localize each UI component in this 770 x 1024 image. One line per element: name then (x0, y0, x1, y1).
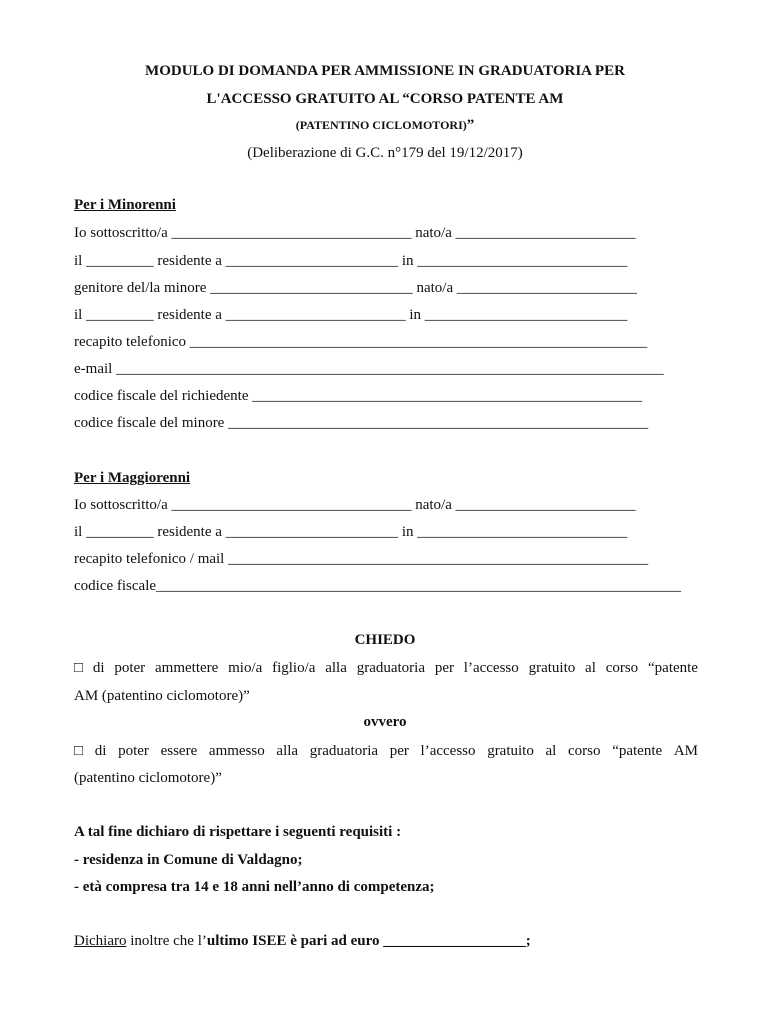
maggiorenni-sottoscritto-field[interactable]: Io sottoscritto/a ________________________________ nato/a ________________________ (74, 497, 636, 513)
isee-declaration (74, 934, 531, 949)
option-2-word: al (545, 743, 557, 759)
maggiorenni-residenza-field[interactable]: il _________ residente a _______________________ in ____________________________ (74, 524, 628, 540)
option-1-word: corso (605, 660, 639, 676)
minorenni-cf-minore-field[interactable]: codice fiscale del minore ________________________________________________________ (74, 415, 649, 431)
deliberation-note: (Deliberazione di G.C. n°179 del 19/12/2017) (247, 145, 523, 161)
maggiorenni-recapito-field[interactable]: recapito telefonico / mail ________________________________________________________ (74, 551, 649, 567)
requirement-residenza: - residenza in Comune di Valdagno; (74, 852, 303, 868)
requirement-eta: - età compresa tra 14 e 18 anni nell’anno di competenza; (74, 879, 435, 895)
option-1-word: poter (114, 660, 146, 676)
inoltre-text: inoltre che l’ (126, 933, 207, 949)
option-2-word: l’accesso (420, 743, 476, 759)
option-1-word: alla (325, 660, 347, 676)
title-line-3-text: (PATENTINO CICLOMOTORI) (295, 118, 467, 132)
option-1-line-2: AM (patentino ciclomotore)” (74, 688, 250, 704)
option-1-word: al (585, 660, 596, 676)
minorenni-cf-richiedente-field[interactable]: codice fiscale del richiedente ____________________________________________________ (74, 388, 643, 404)
isee-amount-field[interactable]: ultimo ISEE è pari ad euro ___________________; (206, 933, 531, 949)
option-2-checkbox[interactable]: □ (74, 743, 84, 759)
minorenni-heading: Per i Minorenni (74, 197, 176, 213)
minorenni-residenza-field[interactable]: il _________ residente a _______________________ in ____________________________ (74, 253, 628, 269)
title-line-3-quote: ” (466, 117, 475, 133)
option-1-word: di (92, 660, 105, 676)
option-2-line-2: (patentino ciclomotore)” (74, 770, 222, 786)
option-1-word: “patente (648, 660, 698, 676)
option-1-word: per (434, 660, 454, 676)
minorenni-sottoscritto-field[interactable]: Io sottoscritto/a ________________________________ nato/a ________________________ (74, 225, 636, 241)
option-2-word: poter (118, 743, 149, 759)
option-1-checkbox[interactable]: □ (74, 660, 84, 676)
option-1-word: graduatoria (356, 660, 426, 676)
option-2-word: ammesso (208, 743, 265, 759)
dichiaro-label: Dichiaro (74, 933, 127, 949)
option-2-word: di (94, 743, 107, 759)
title-line-3 (0, 118, 770, 133)
chiedo-heading: CHIEDO (354, 632, 416, 648)
option-2-word: graduatoria (309, 743, 379, 759)
requirements-intro: A tal fine dichiaro di rispettare i seguenti requisiti : (74, 824, 402, 840)
minorenni-email-field[interactable]: e-mail _________________________________________________________________________ (74, 361, 664, 377)
minorenni-residenza-minore-field[interactable]: il _________ residente a ________________________ in ___________________________ (74, 307, 628, 323)
option-2-word: gratuito (487, 743, 534, 759)
minorenni-genitore-field[interactable]: genitore del/la minore ___________________________ nato/a ________________________ (74, 280, 637, 296)
option-2-word: corso (568, 743, 601, 759)
minorenni-telefono-field[interactable]: recapito telefonico _____________________________________________________________ (74, 334, 648, 350)
option-1-word: l’accesso (463, 660, 519, 676)
maggiorenni-cf-field[interactable]: codice fiscale______________________________________________________________________ (74, 578, 682, 594)
option-1-word: ammettere (155, 660, 219, 676)
option-1-word: mio/a (228, 660, 263, 676)
title-line-2: L'ACCESSO GRATUITO AL “CORSO PATENTE AM (206, 91, 564, 107)
option-1-word: figlio/a (272, 660, 316, 676)
option-2-line-1 (74, 744, 698, 759)
option-2-word: AM (673, 743, 698, 759)
option-2-word: alla (276, 743, 299, 759)
option-2-word: essere (160, 743, 198, 759)
title-line-1: MODULO DI DOMANDA PER AMMISSIONE IN GRADUATORIA PER (145, 63, 625, 79)
option-2-word: per (389, 743, 409, 759)
ovvero-separator: ovvero (363, 714, 407, 730)
option-1-word: gratuito (528, 660, 576, 676)
option-2-word: “patente (612, 743, 663, 759)
maggiorenni-heading: Per i Maggiorenni (74, 470, 191, 486)
option-1-line-1 (74, 661, 698, 676)
